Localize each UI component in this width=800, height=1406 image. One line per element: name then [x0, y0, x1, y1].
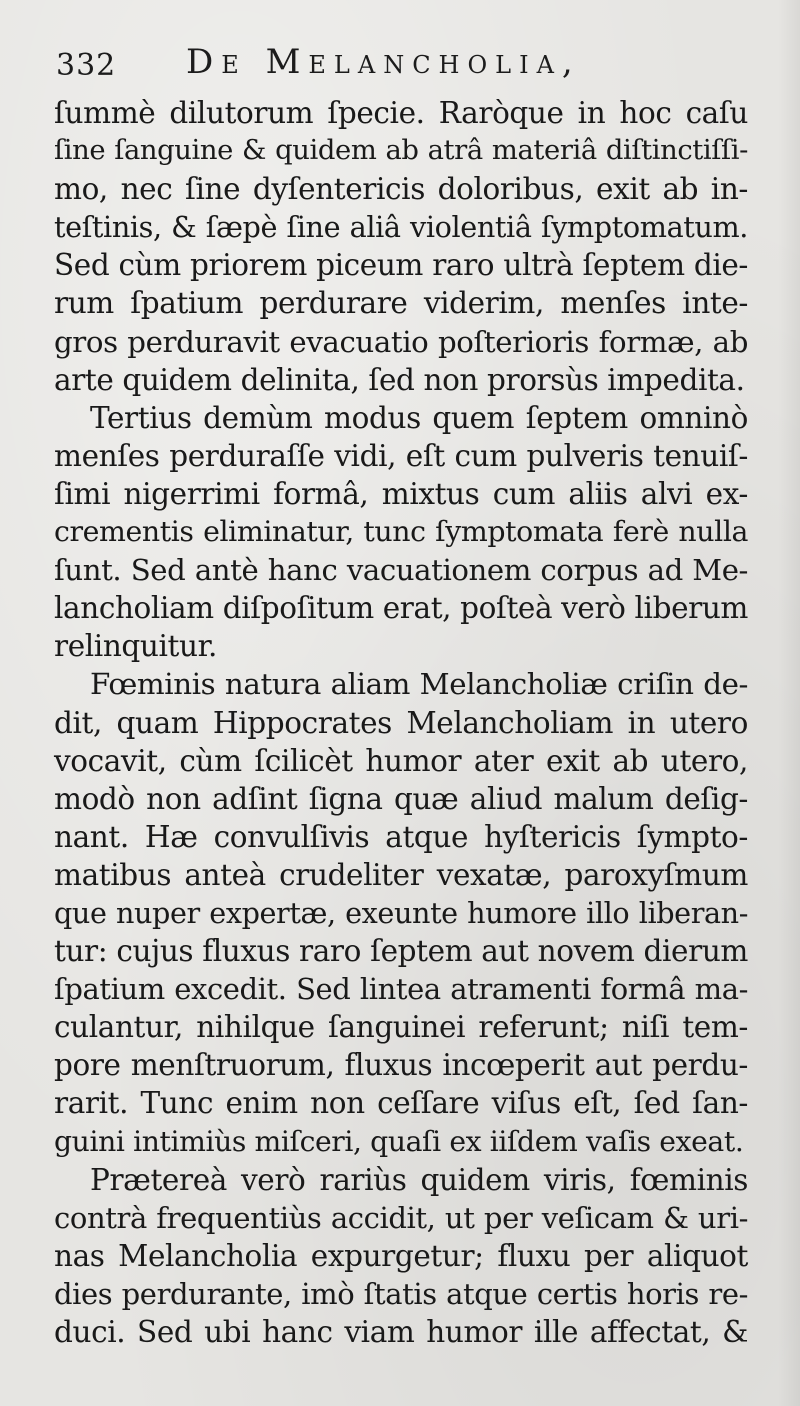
paragraph-start-line: Fœminis natura aliam Melancholiæ criſin de-	[90, 667, 748, 702]
paragraph-start-line: Tertius demùm modus quem ſeptem omninò	[90, 400, 748, 435]
text-line: que nuper expertæ, exeunte humore illo liberan-	[54, 895, 748, 930]
page-number: 332	[56, 48, 117, 83]
text-line: pore menſtruorum, fluxus incœperit aut perdu-	[54, 1048, 748, 1083]
running-title: De Melancholia,	[186, 42, 581, 82]
text-line: lancholiam diſpoſitum erat, poſteà verò liberum	[54, 591, 748, 626]
text-line: arte quidem delinita, ſed non prorsùs impedita.	[54, 362, 745, 397]
text-line: modò non adſint ſigna quæ aliud malum deſig-	[54, 781, 748, 816]
text-line: relinquitur.	[54, 629, 218, 664]
text-line: nant. Hæ convulſivis atque hyſtericis ſympto-	[54, 819, 748, 854]
text-line: culantur, nihilque ſanguinei referunt; niſi tem-	[54, 1010, 748, 1045]
text-line: duci. Sed ubi hanc viam humor ille affectat, &	[54, 1315, 748, 1349]
text-line: rum ſpatium perdurare viderim, menſes inte-	[54, 286, 748, 321]
text-line: crementis eliminatur, tunc ſymptomata ferè nulla	[54, 515, 748, 549]
running-head	[56, 42, 756, 92]
text-line: ſummè dilutorum ſpecie. Raròque in hoc caſu	[54, 96, 748, 130]
text-line: gros perduravit evacuatio poſterioris formæ, ab	[54, 324, 748, 359]
text-line: ſimi nigerrimi formâ, mixtus cum aliis alvi ex-	[54, 476, 748, 511]
text-line: Sed cùm priorem piceum raro ultrà ſeptem die-	[54, 248, 748, 283]
text-line: dies perdurante, imò ſtatis atque certis horis re-	[54, 1276, 748, 1311]
page-edge-shadow	[778, 0, 800, 1406]
text-line: guini intimiùs miſceri, quaſi ex iiſdem vaſis exeat.	[54, 1124, 744, 1158]
text-line: rarit. Tunc enim non ceſſare viſus eſt, ſed ſan-	[54, 1086, 748, 1121]
text-line: vocavit, cùm ſcilicèt humor ater exit ab utero,	[54, 743, 748, 778]
text-line: nas Melancholia expurgetur; fluxu per aliquot	[54, 1238, 748, 1273]
text-line: menſes perduraſſe vidi, eſt cum pulveris tenuiſ-	[54, 438, 748, 473]
text-line: mo, nec ſine dyſentericis doloribus, exit ab in-	[54, 172, 748, 207]
text-line: teſtinis, & ſæpè ſine aliâ violentiâ ſymptomatum.	[54, 210, 748, 245]
text-line: matibus anteà crudeliter vexatæ, paroxyſmum	[54, 857, 748, 892]
text-line: dit, quam Hippocrates Melancholiam in utero	[54, 705, 748, 740]
text-line: tur: cujus fluxus raro ſeptem aut novem dierum	[54, 934, 748, 969]
text-line: ſpatium excedit. Sed lintea atramenti formâ ma-	[54, 972, 748, 1007]
paragraph-start-line: Prætereà verò rariùs quidem viris, fœminis	[90, 1162, 748, 1197]
text-line: ſunt. Sed antè hanc vacuationem corpus ad Me-	[54, 553, 748, 588]
text-line: contrà frequentiùs accidit, ut per veſicam & uri-	[54, 1200, 748, 1235]
body-text	[54, 94, 748, 1351]
text-line: ſine ſanguine & quidem ab atrâ materiâ diſtinctiſſi-	[54, 135, 748, 167]
